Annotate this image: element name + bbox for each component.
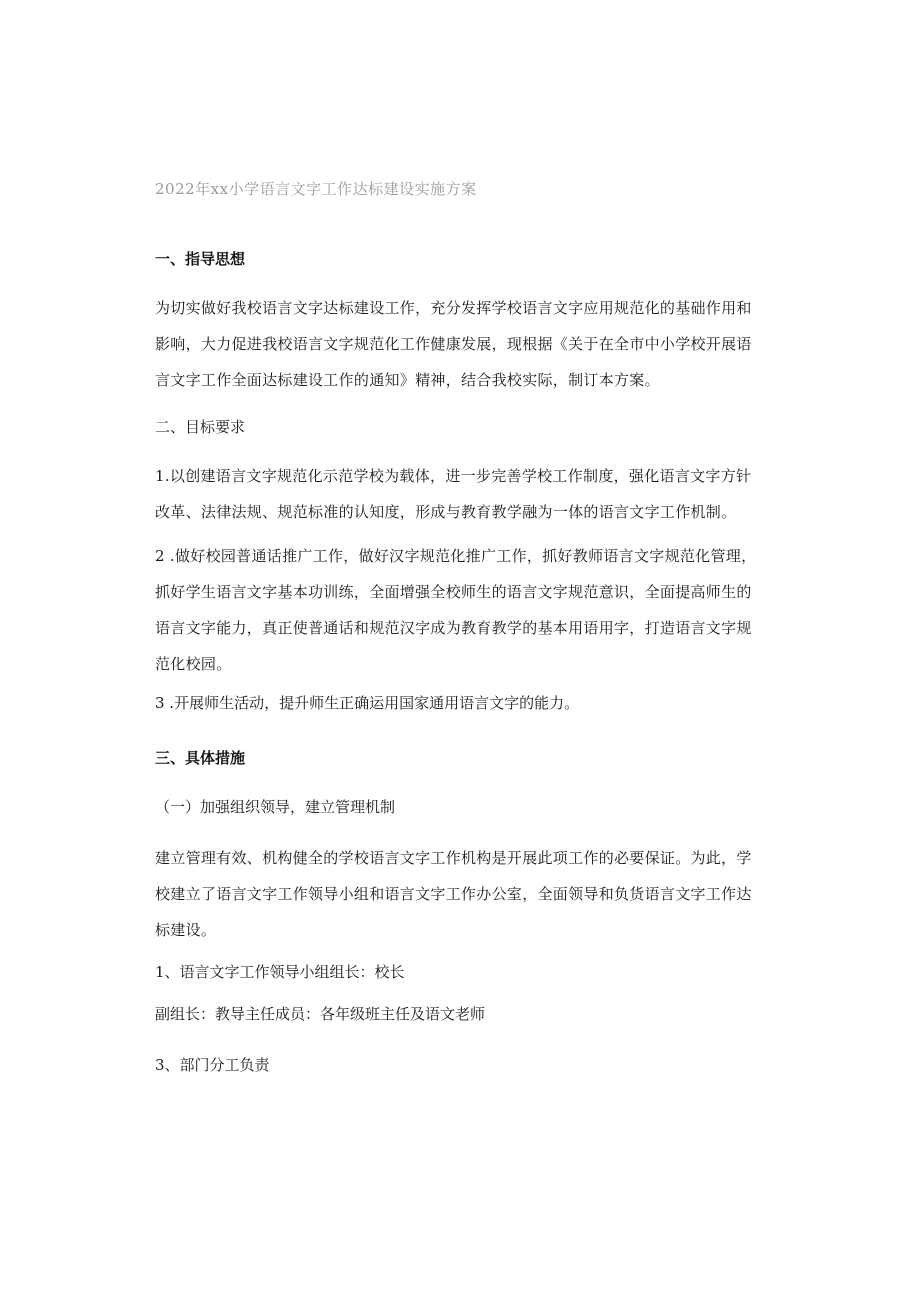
paragraph-line: 言文字工作全面达标建设工作的通知》精神，结合我校实际，制订本方案。 [155,371,660,389]
paragraph-line: 影响，大力促进我校语言文字规范化工作健康发展，现根据《关于在全市中小学校开展语 [155,335,752,353]
leadership-deputy-members: 副组长：教导主任成员：各年级班主任及语文老师 [155,1005,486,1023]
paragraph-line: 改革、法律法规、规范标准的认知度，形成与教育教学融为一体的语言文字工作机制。 [155,503,737,521]
paragraph-line: 标建设。 [155,921,217,939]
paragraph-line: 1.以创建语言文字规范化示范学校为载体，进一步完善学校工作制度，强化语言文字方针 [155,467,752,485]
paragraph-line: 语言文字能力，真正使普通话和规范汉字成为教育教学的基本用语用字，打造语言文字规 [155,619,752,637]
section-heading-goals: 二、目标要求 [155,418,246,436]
section1-paragraph [155,290,775,398]
paragraph-line: 抓好学生语言文字基本功训练，全面增强全校师生的语言文字规范意识，全面提高师生的 [155,583,752,601]
paragraph-line: 范化校园。 [155,655,232,673]
department-division: 3、部门分工负责 [155,1056,270,1074]
paragraph-line: 2 .做好校园普通话推广工作，做好汉字规范化推广工作，抓好教师语言文字规范化管理， [155,547,757,565]
goal-item-1 [155,458,775,530]
section-heading-measures: 三、具体措施 [155,749,246,767]
paragraph-line: 建立管理有效、机构健全的学校语言文字工作机构是开展此项工作的必要保证。为此，学 [155,849,752,867]
goal-item-3: 3 .开展师生活动，提升师生正确运用国家通用语言文字的能力。 [155,694,580,712]
document-title: 2022年xx小学语言文字工作达标建设实施方案 [155,180,477,198]
paragraph-line: 为切实做好我校语言文字达标建设工作，充分发挥学校语言文字应用规范化的基础作用和 [155,299,752,317]
goal-item-2 [155,538,775,682]
section-heading-guiding-ideology: 一、指导思想 [155,250,246,268]
measures-subheading: （一）加强组织领导，建立管理机制 [155,798,396,816]
measures-paragraph [155,840,775,948]
paragraph-line: 校建立了语言文字工作领导小组和语言文字工作办公室，全面领导和负货语言文字工作达 [155,885,752,903]
leadership-group-leader: 1、语言文字工作领导小组组长：校长 [155,963,405,981]
